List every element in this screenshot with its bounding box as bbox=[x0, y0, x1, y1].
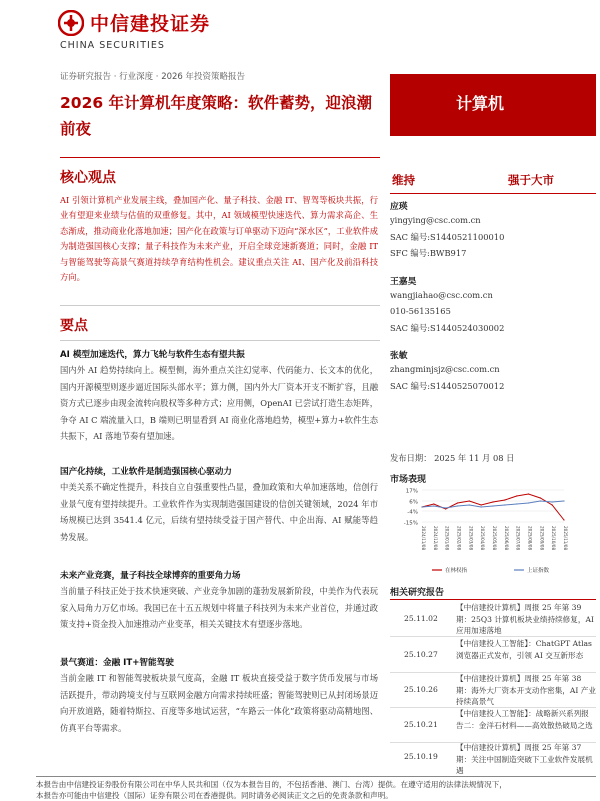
x-tick-label: 2025/04/08 bbox=[480, 526, 486, 551]
logo-en: CHINA SECURITIES bbox=[60, 40, 165, 51]
y-tick-label: 17% bbox=[405, 488, 418, 495]
data-point bbox=[516, 503, 517, 504]
related-report[interactable] bbox=[390, 602, 596, 637]
key-point-title: 国产化持续，工业软件是制造强国核心驱动力 bbox=[60, 467, 232, 477]
x-tick-label: 2025/07/08 bbox=[515, 526, 521, 551]
data-point bbox=[540, 497, 541, 498]
analyst-info: 010-56135165 bbox=[390, 306, 451, 316]
related-report[interactable] bbox=[390, 708, 596, 743]
disclaimer-line: 本报告亦可能由中信建投（国际）证券有限公司在香港提供。同时请务必阅读正文之后的免责条款和声明。 bbox=[36, 791, 393, 800]
data-point bbox=[528, 493, 529, 494]
related-report[interactable] bbox=[390, 638, 596, 673]
data-point bbox=[469, 500, 470, 501]
key-point-title: 未来产业竞赛，量子科技全球博弈的重要角力场 bbox=[60, 571, 241, 581]
key-point-title: 景气赛道：金融 IT+智能驾驶 bbox=[60, 658, 174, 668]
data-point bbox=[492, 505, 493, 506]
divider bbox=[390, 599, 596, 600]
y-tick-label: -4% bbox=[407, 509, 418, 516]
data-point bbox=[552, 504, 553, 505]
y-tick-label: -15% bbox=[403, 520, 418, 527]
related-title[interactable]: 【中信建投人工智能】：战略新兴系列报告二：金洋石材料——高效散热破局之选 bbox=[456, 709, 593, 730]
sector-banner bbox=[390, 74, 596, 136]
x-tick-label: 2024/11/08 bbox=[421, 526, 426, 551]
rating-value: 强于大市 bbox=[508, 173, 554, 187]
data-point bbox=[457, 502, 458, 503]
analyst-email: zhangminjsjz@csc.com.cn bbox=[390, 364, 500, 374]
related-date: 25.11.02 bbox=[404, 614, 438, 623]
data-point bbox=[492, 501, 493, 502]
related-title[interactable]: 【中信建投人工智能】：ChatGPT Atlas 浏览器正式发布，引领 AI 交互新形态 bbox=[456, 639, 592, 660]
data-point bbox=[481, 506, 482, 507]
related-title[interactable]: 【中信建投计算机】周报 25 年第 39 期：25Q3 计算机板块业绩持续修复，AI 应用加速落地 bbox=[456, 603, 594, 635]
market-perf-heading: 市场表现 bbox=[390, 475, 427, 485]
x-tick-label: 2025/11/08 bbox=[563, 526, 568, 551]
company-logo-icon bbox=[58, 10, 84, 36]
disclaimer-line: 本报告由中信建投证券股份有限公司在中华人民共和国（仅为本报告目的，不包括香港、澳门、台湾）提供。在遵守适用的法律法规情况下， bbox=[36, 780, 507, 789]
analyst-info: SFC 编号:BWB917 bbox=[390, 248, 467, 258]
series-line bbox=[422, 494, 564, 520]
data-point bbox=[469, 504, 470, 505]
key-point-body: 国内外 AI 趋势持续向上。模型侧，海外重点关注幻觉率、代码能力、长文本的优化，国内开源模型则逐步逼近国际头部水平；算力侧，国内外大厂资本开支不断扩容，且融资方式已逐步由现金流转向股权等多种方式；应用侧，OpenAI 已尝试打造生态矩阵，争夺 AI C 端流量入口，B 端则已明显看到 AI 商业化落地趋势，模型+算力+软件生态共振下，AI 落地节奏有望加速。 bbox=[60, 365, 378, 442]
related-report[interactable] bbox=[390, 742, 596, 773]
data-point bbox=[504, 504, 505, 505]
data-point bbox=[563, 519, 564, 520]
analyst-email: yingying@csc.com.cn bbox=[390, 215, 481, 225]
analyst-info: SAC 编号:S1440521100010 bbox=[390, 231, 505, 242]
data-point bbox=[504, 499, 505, 500]
logo-cn: 中信建投证券 bbox=[90, 13, 211, 35]
data-point bbox=[540, 500, 541, 501]
related-title[interactable]: 【中信建投计算机】周报 25 年第 38 期：海外大厂资本开支动作密集，AI 产业持续高景气 bbox=[456, 674, 596, 706]
key-point-body: 当前金融 IT 和智能驾驶板块景气度高，金融 IT 板块直接受益于数字货币发展与市场活跃提升，带动跨境支付与互联网金融方向需求持续旺盛；智能驾驶则已从封闭场景迈向开放道路，随着特斯拉、百度等多地试运营，“车路云一体化”政策将驱动高精地图、仿真平台等需求。 bbox=[60, 673, 378, 733]
analyst-name: 张敏 bbox=[390, 351, 408, 361]
legend-label: 上证指数 bbox=[527, 568, 550, 574]
data-point bbox=[552, 501, 553, 502]
x-tick-label: 2025/03/08 bbox=[468, 526, 474, 551]
divider bbox=[60, 157, 380, 158]
page-title: 2026 年计算机年度策略：软件蓄势，迎浪潮前夜 bbox=[60, 94, 373, 138]
x-tick-label: 2024/12/08 bbox=[432, 526, 438, 551]
related-date: 25.10.21 bbox=[404, 720, 438, 729]
related-date: 25.10.27 bbox=[404, 650, 438, 659]
x-tick-label: 2025/01/08 bbox=[444, 526, 450, 551]
related-report[interactable] bbox=[390, 673, 596, 708]
analyst-info: SAC 编号:S1440524030002 bbox=[390, 322, 505, 333]
data-point bbox=[445, 507, 446, 508]
related-date: 25.10.19 bbox=[404, 752, 438, 761]
publish-date: 发布日期： 2025 年 11 月 08 日 bbox=[390, 453, 515, 463]
rating-box bbox=[390, 165, 596, 194]
key-point-title: AI 模型加速迭代，算力飞轮与软件生态有望共振 bbox=[60, 350, 245, 360]
data-point bbox=[481, 504, 482, 505]
analyst-email: wangjiahao@csc.com.cn bbox=[390, 289, 493, 300]
x-tick-label: 2025/05/08 bbox=[492, 526, 497, 551]
x-tick-label: 2025/08/08 bbox=[527, 526, 533, 551]
sector-label: 计算机 bbox=[456, 94, 505, 113]
market-performance-chart bbox=[392, 486, 592, 576]
related-heading: 相关研究报告 bbox=[390, 588, 445, 598]
core-view-text: AI 引领计算机产业发展主线，叠加国产化、量子科技、金融 IT、智驾等板块共振，行业有望迎来业绩与估值的双重修复。其中，AI 领域模型快速迭代、算力需求高企、生态渐成，推动商业化落地加速；国产化在政策与订单驱动下迈向“深水区”，工业软件成为制造强国核心支撑；量子科技作为未来产业，开启全球竞速新赛道；同时，金融 IT 与智能驾驶等高景气赛道持续孕育结构性机会。建议重点关注 AI、国产化及前沿科技方向。 bbox=[60, 195, 378, 283]
core-view-heading: 核心观点 bbox=[60, 170, 116, 186]
key-points-heading: 要点 bbox=[60, 318, 88, 334]
data-point bbox=[433, 505, 434, 506]
data-point bbox=[457, 505, 458, 506]
data-point bbox=[528, 502, 529, 503]
data-point bbox=[433, 503, 434, 504]
analyst-name: 应瑛 bbox=[390, 202, 408, 212]
x-tick-label: 2025/02/08 bbox=[456, 526, 462, 551]
key-point-body: 中美关系不确定性提升，科技自立自强重要性凸显，叠加政策和大单加速落地，信创行业景气度有望持续提升。工业软件作为实现制造强国建设的信创关键领域，2024 年市场规模已达到 3541.4 亿元，后续有望持续受益于国产替代、中企出海、AI 赋能等趋势发展。 bbox=[60, 482, 378, 542]
data-point bbox=[421, 506, 422, 507]
legend-label: 在林权指 bbox=[445, 568, 468, 574]
divider bbox=[60, 340, 380, 341]
data-point bbox=[563, 500, 564, 501]
data-point bbox=[516, 495, 517, 496]
related-date: 25.10.26 bbox=[404, 685, 438, 694]
x-tick-label: 2025/10/08 bbox=[551, 526, 557, 551]
key-point-body: 当前量子科技正处于技术快速突破、产业竞争加剧的蓬勃发展新阶段，中美作为代表玩家入局角力万亿市场。我国已在十五五规划中将量子科技列为未来产业首位，并通过政策支持+资金投入加速推动产业变革，相关关键技术有望逐步落地。 bbox=[60, 586, 378, 630]
related-title[interactable]: 【中信建投计算机】周报 25 年第 37 期：关注中国制造突破下工业软件发展机遇 bbox=[456, 743, 593, 775]
breadcrumb: 证券研究报告 · 行业深度 · 2026 年投资策略报告 bbox=[60, 72, 246, 82]
divider bbox=[60, 305, 380, 306]
analyst-name: 王嘉昊 bbox=[390, 276, 417, 287]
x-tick-label: 2025/06/08 bbox=[503, 526, 509, 551]
y-tick-label: 6% bbox=[409, 499, 418, 506]
analyst-info: SAC 编号:S1440525070012 bbox=[390, 380, 505, 391]
x-tick-label: 2025/09/08 bbox=[539, 526, 545, 551]
disclaimer-footer bbox=[36, 776, 596, 801]
rating-action: 维持 bbox=[392, 173, 415, 187]
